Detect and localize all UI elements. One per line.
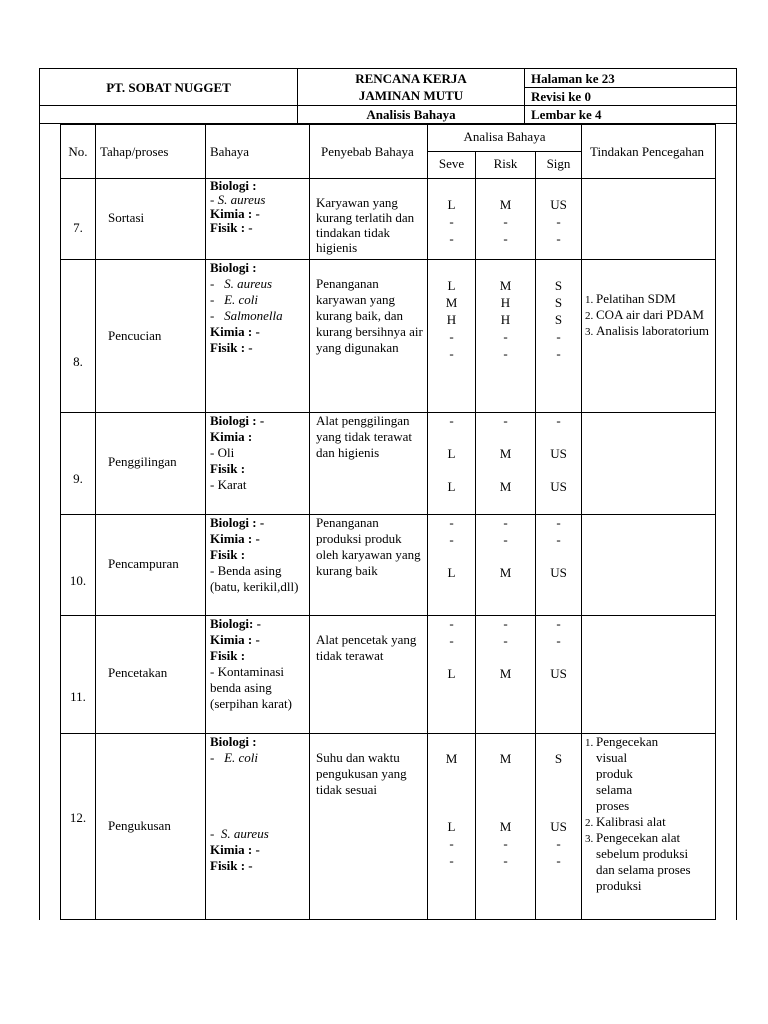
company-name: PT. SOBAT NUGGET [40,69,298,106]
right-page-rule [736,124,737,920]
col-header-tindakan: Tindakan Pencegahan [582,125,716,179]
row-cause: Suhu dan waktu pengukusan yang tidak sesuai [310,734,428,920]
row-severity: - - L [428,515,476,616]
row-number: 8. [61,260,96,413]
table-header-row [61,125,716,152]
row-cause: Penanganan karyawan yang kurang baik, dan kurang bersihnya air yang digunakan [310,260,428,413]
row-significance: S S S - - [536,260,582,413]
prevention-item: 3. Analisis laboratorium [596,323,715,339]
table-row [61,515,716,616]
col-header-bahaya: Bahaya [206,125,310,179]
row-significance: S US - - [536,734,582,920]
row-hazard: Biologi : - S. aureus Kimia : - Fisik : - [206,179,310,260]
row-number: 12. [61,734,96,920]
col-header-no: No. [61,125,96,179]
prevention-list [582,291,715,339]
table-row [61,616,716,734]
row-prevention [582,734,716,920]
row-severity: L M H - - [428,260,476,413]
row-severity: L - - [428,179,476,260]
prevention-item: 1. Pengecekan visual produk selama proses [596,734,715,814]
row-risk: - - M [476,515,536,616]
row-process: Penggilingan [96,413,206,515]
row-significance: - US US [536,413,582,515]
hazard-analysis-table [60,124,716,920]
row-prevention [582,515,716,616]
row-risk: - M M [476,413,536,515]
table-row [61,260,716,413]
table-row [61,179,716,260]
row-cause: Alat penggilingan yang tidak terawat dan higienis [310,413,428,515]
row-process: Pencucian [96,260,206,413]
document-title-line-1: RENCANA KERJA [355,71,467,86]
document-title-line-2: JAMINAN MUTU [358,88,464,103]
row-severity: M L - - [428,734,476,920]
table-row [61,734,716,920]
document-header [39,68,737,124]
left-page-rule [39,124,40,920]
row-hazard: Biologi : - Kimia : - Fisik : - Benda asing (batu, kerikil,dll) [206,515,310,616]
row-severity: - - L [428,616,476,734]
prevention-item: 3. Pengecekan alat sebelum produksi dan selama proses produksi [596,830,715,894]
row-prevention [582,413,716,515]
document-title [298,69,525,106]
row-significance: - - US [536,515,582,616]
col-header-seve: Seve [428,152,476,179]
row-cause: Karyawan yang kurang terlatih dan tindakan tidak higienis [310,179,428,260]
row-number: 7. [61,179,96,260]
row-hazard: Biologi : - S. aureus - E. coli - Salmonella Kimia : - Fisik : - [206,260,310,413]
revision-number: Revisi ke 0 [525,88,737,106]
col-header-penyebab: Penyebab Bahaya [310,125,428,179]
sheet-number: Lembar ke 4 [525,106,737,124]
col-header-sign: Sign [536,152,582,179]
prevention-item: 1. Pelatihan SDM [596,291,715,307]
row-hazard: Biologi : - E. coli - S. aureus Kimia : - Fisik : - [206,734,310,920]
row-risk: M M - - [476,734,536,920]
page-number: Halaman ke 23 [525,69,737,88]
row-process: Pencampuran [96,515,206,616]
prevention-list [582,734,715,894]
row-prevention [582,260,716,413]
row-process: Sortasi [96,179,206,260]
row-cause: Penanganan produksi produk oleh karyawan yang kurang baik [310,515,428,616]
row-hazard: Biologi: - Kimia : - Fisik : - Kontaminasi benda asing (serpihan karat) [206,616,310,734]
row-process: Pencetakan [96,616,206,734]
row-process: Pengukusan [96,734,206,920]
row-prevention [582,179,716,260]
row-cause: Alat pencetak yang tidak terawat [310,616,428,734]
prevention-item: 2. COA air dari PDAM [596,307,715,323]
row-severity: - L L [428,413,476,515]
row-number: 9. [61,413,96,515]
prevention-item: 2. Kalibrasi alat [596,814,715,830]
row-significance: US - - [536,179,582,260]
row-prevention [582,616,716,734]
row-number: 10. [61,515,96,616]
row-hazard: Biologi : - Kimia : - Oli Fisik : - Karat [206,413,310,515]
row-number: 11. [61,616,96,734]
col-header-analisa: Analisa Bahaya [428,125,582,152]
col-header-risk: Risk [476,152,536,179]
row-risk: M - - [476,179,536,260]
row-significance: - - US [536,616,582,734]
row-risk: M H H - - [476,260,536,413]
document-subtitle: Analisis Bahaya [298,106,525,124]
col-header-tahap: Tahap/proses [96,125,206,179]
row-risk: - - M [476,616,536,734]
table-row [61,413,716,515]
company-spacer [40,106,298,124]
